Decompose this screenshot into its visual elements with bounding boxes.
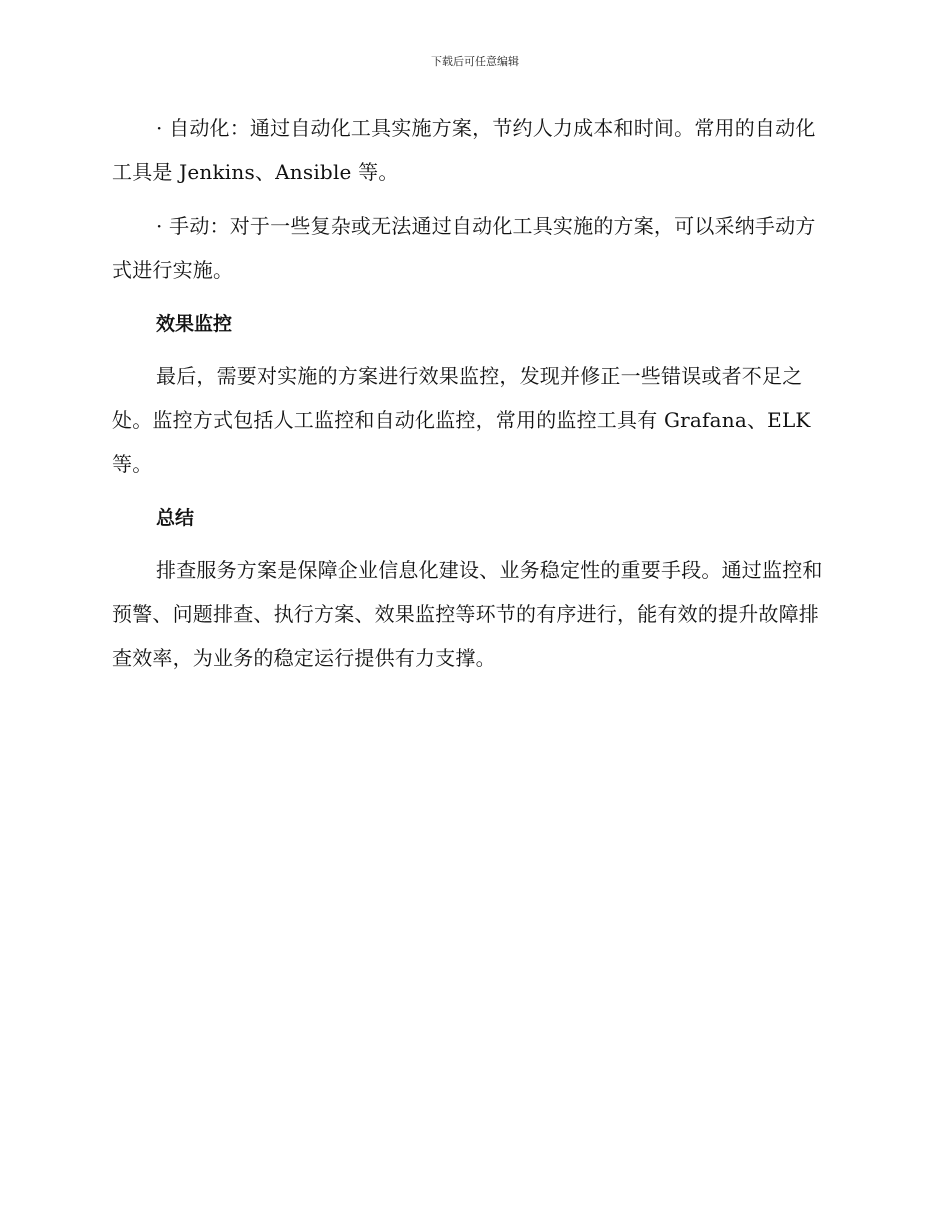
bullet-automation: · 自动化：通过自动化工具实施方案，节约人力成本和时间。常用的自动化工具是 Jenkins、Ansible 等。 (112, 116, 816, 184)
document-body (112, 106, 832, 690)
section-heading-summary: 总结 (156, 507, 195, 529)
bullet-manual: · 手动：对于一些复杂或无法通过自动化工具实施的方案，可以采纳手动方式进行实施。 (112, 214, 816, 282)
section-heading-monitoring: 效果监控 (156, 313, 233, 335)
paragraph-monitoring: 最后，需要对实施的方案进行效果监控，发现并修正一些错误或者不足之处。监控方式包括人工监控和自动化监控，常用的监控工具有 Grafana、ELK 等。 (112, 364, 811, 476)
paragraph-summary: 排查服务方案是保障企业信息化建设、业务稳定性的重要手段。通过监控和预警、问题排查、执行方案、效果监控等环节的有序进行，能有效的提升故障排查效率，为业务的稳定运行提供有力支撑。 (112, 558, 823, 670)
page-header: 下载后可任意编辑 (431, 55, 519, 68)
